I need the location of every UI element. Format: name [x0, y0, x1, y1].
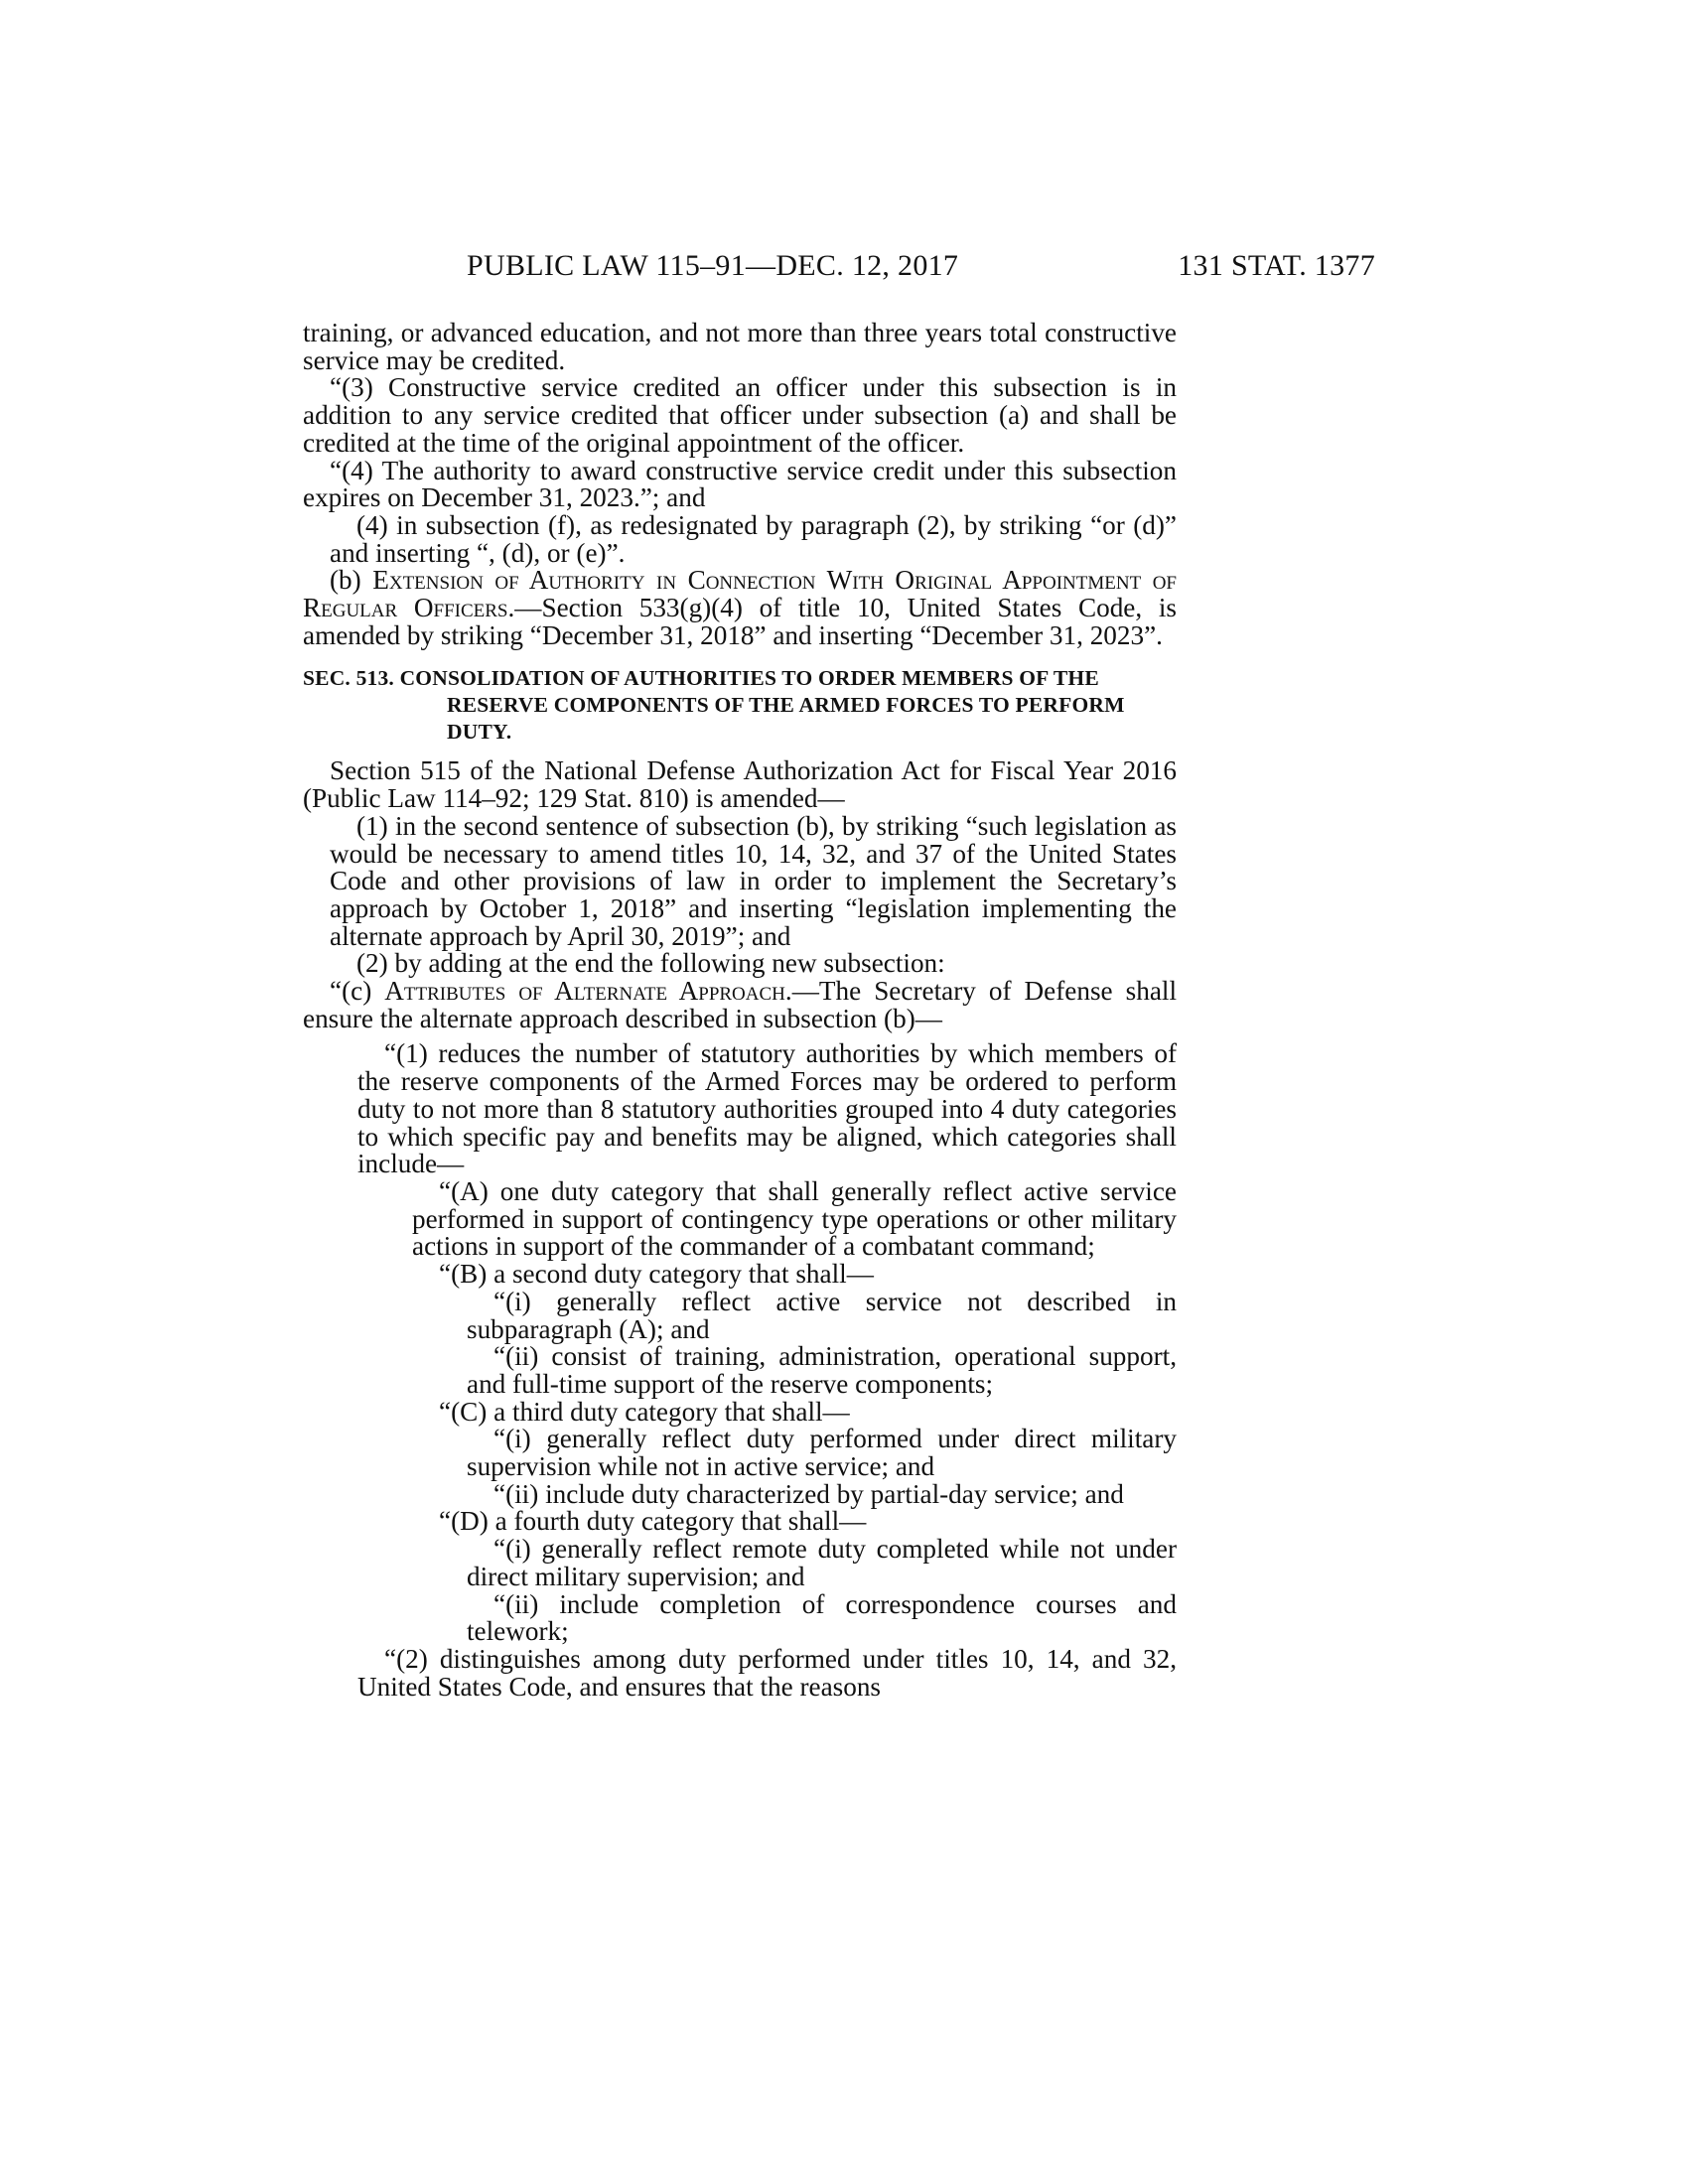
paragraph-3: “(3) Constructive service credited an officer under this subsection is in addition to any service credited that officer under subsection (a) and shall be credited at the time of the original appointment of the officer.	[303, 372, 1177, 458]
paragraph-4: “(4) The authority to award constructive service credit under this subsection expires on December 31, 2023.”; and	[303, 455, 1177, 513]
clause-d-i: “(i) generally reflect remote duty completed while not under direct military supervision; and	[467, 1534, 1177, 1591]
clause-b-ii: “(ii) consist of training, administration, operational support, and full-time support of the reserve components;	[467, 1341, 1177, 1399]
subsection-c-label: “(c)	[330, 976, 385, 1007]
subsection-b-caption: Extension of Authority in Connection With Original Appointment of Regular Officers.	[303, 565, 1177, 623]
section-heading: SEC. 513. CONSOLIDATION OF AUTHORITIES TO ORDER MEMBERS OF THE RESERVE COMPONENTS OF THE ARMED FORCES TO PERFORM DUTY.	[303, 666, 1125, 745]
clause-2: “(2) distinguishes among duty performed under titles 10, 14, and 32, United States Code, and ensures that the reasons	[357, 1643, 1177, 1702]
subsection-c-caption: Attributes of Alternate Approach.	[384, 976, 792, 1007]
page-header	[303, 246, 1375, 286]
subparagraph-a: “(A) one duty category that shall generally reflect active service performed in support of contingency type operations or other military actions in support of the commander of a combatant command;	[412, 1175, 1177, 1262]
subsection-b-label: (b)	[330, 565, 373, 596]
subsection-c	[303, 978, 1177, 1032]
subparagraph-c: “(C) a third duty category that shall—	[439, 1396, 850, 1427]
amendment-2: (2) by adding at the end the following new subsection:	[356, 948, 945, 979]
subsection-c-text: —The Secretary of Defense shall ensure the alternate approach described in subsection (b)—	[303, 976, 1177, 1033]
amendment-4: (4) in subsection (f), as redesignated by paragraph (2), by striking “or (d)” and inserting “, (d), or (e)”.	[330, 509, 1177, 568]
clause-1: “(1) reduces the number of statutory authorities by which members of the reserve components of the Armed Forces may be ordered to perform duty to not more than 8 statutory authorities grouped into 4 duty categories to which specific pay and benefits may be aligned, which categories shall include—	[357, 1038, 1177, 1179]
running-head: PUBLIC LAW 115–91—DEC. 12, 2017	[467, 249, 959, 282]
subsection-b-text: —Section 533(g)(4) of title 10, United States Code, is amended by striking “December 31, 2018” and inserting “December 31, 2023”.	[303, 593, 1177, 650]
clause-b-i: “(i) generally reflect active service not described in subparagraph (A); and	[467, 1286, 1177, 1344]
amendment-1: (1) in the second sentence of subsection (b), by striking “such legislation as would be necessary to amend titles 10, 14, 32, and 37 of the United States Code and other provisions of law in order to implement the Secretary’s approach by October 1, 2018” and inserting “legislation implementing the alternate approach by April 30, 2019”; and	[330, 810, 1177, 951]
subparagraph-d: “(D) a fourth duty category that shall—	[439, 1506, 867, 1537]
statute-citation: 131 STAT. 1377	[1178, 249, 1375, 282]
statute-text	[303, 320, 1177, 1701]
clause-c-ii: “(ii) include duty characterized by partial-day service; and	[493, 1478, 1124, 1509]
paragraph-continuation: training, or advanced education, and not more than three years total constructive service may be credited.	[303, 318, 1177, 375]
clause-d-ii: “(ii) include completion of correspondence courses and telework;	[467, 1588, 1177, 1647]
subsection-b	[303, 567, 1177, 649]
subparagraph-b: “(B) a second duty category that shall—	[439, 1259, 874, 1290]
clause-c-i: “(i) generally reflect duty performed under direct military supervision while not in active service; and	[467, 1424, 1177, 1482]
section-intro: Section 515 of the National Defense Authorization Act for Fiscal Year 2016 (Public Law 114–92; 129 Stat. 810) is amended—	[303, 755, 1177, 814]
